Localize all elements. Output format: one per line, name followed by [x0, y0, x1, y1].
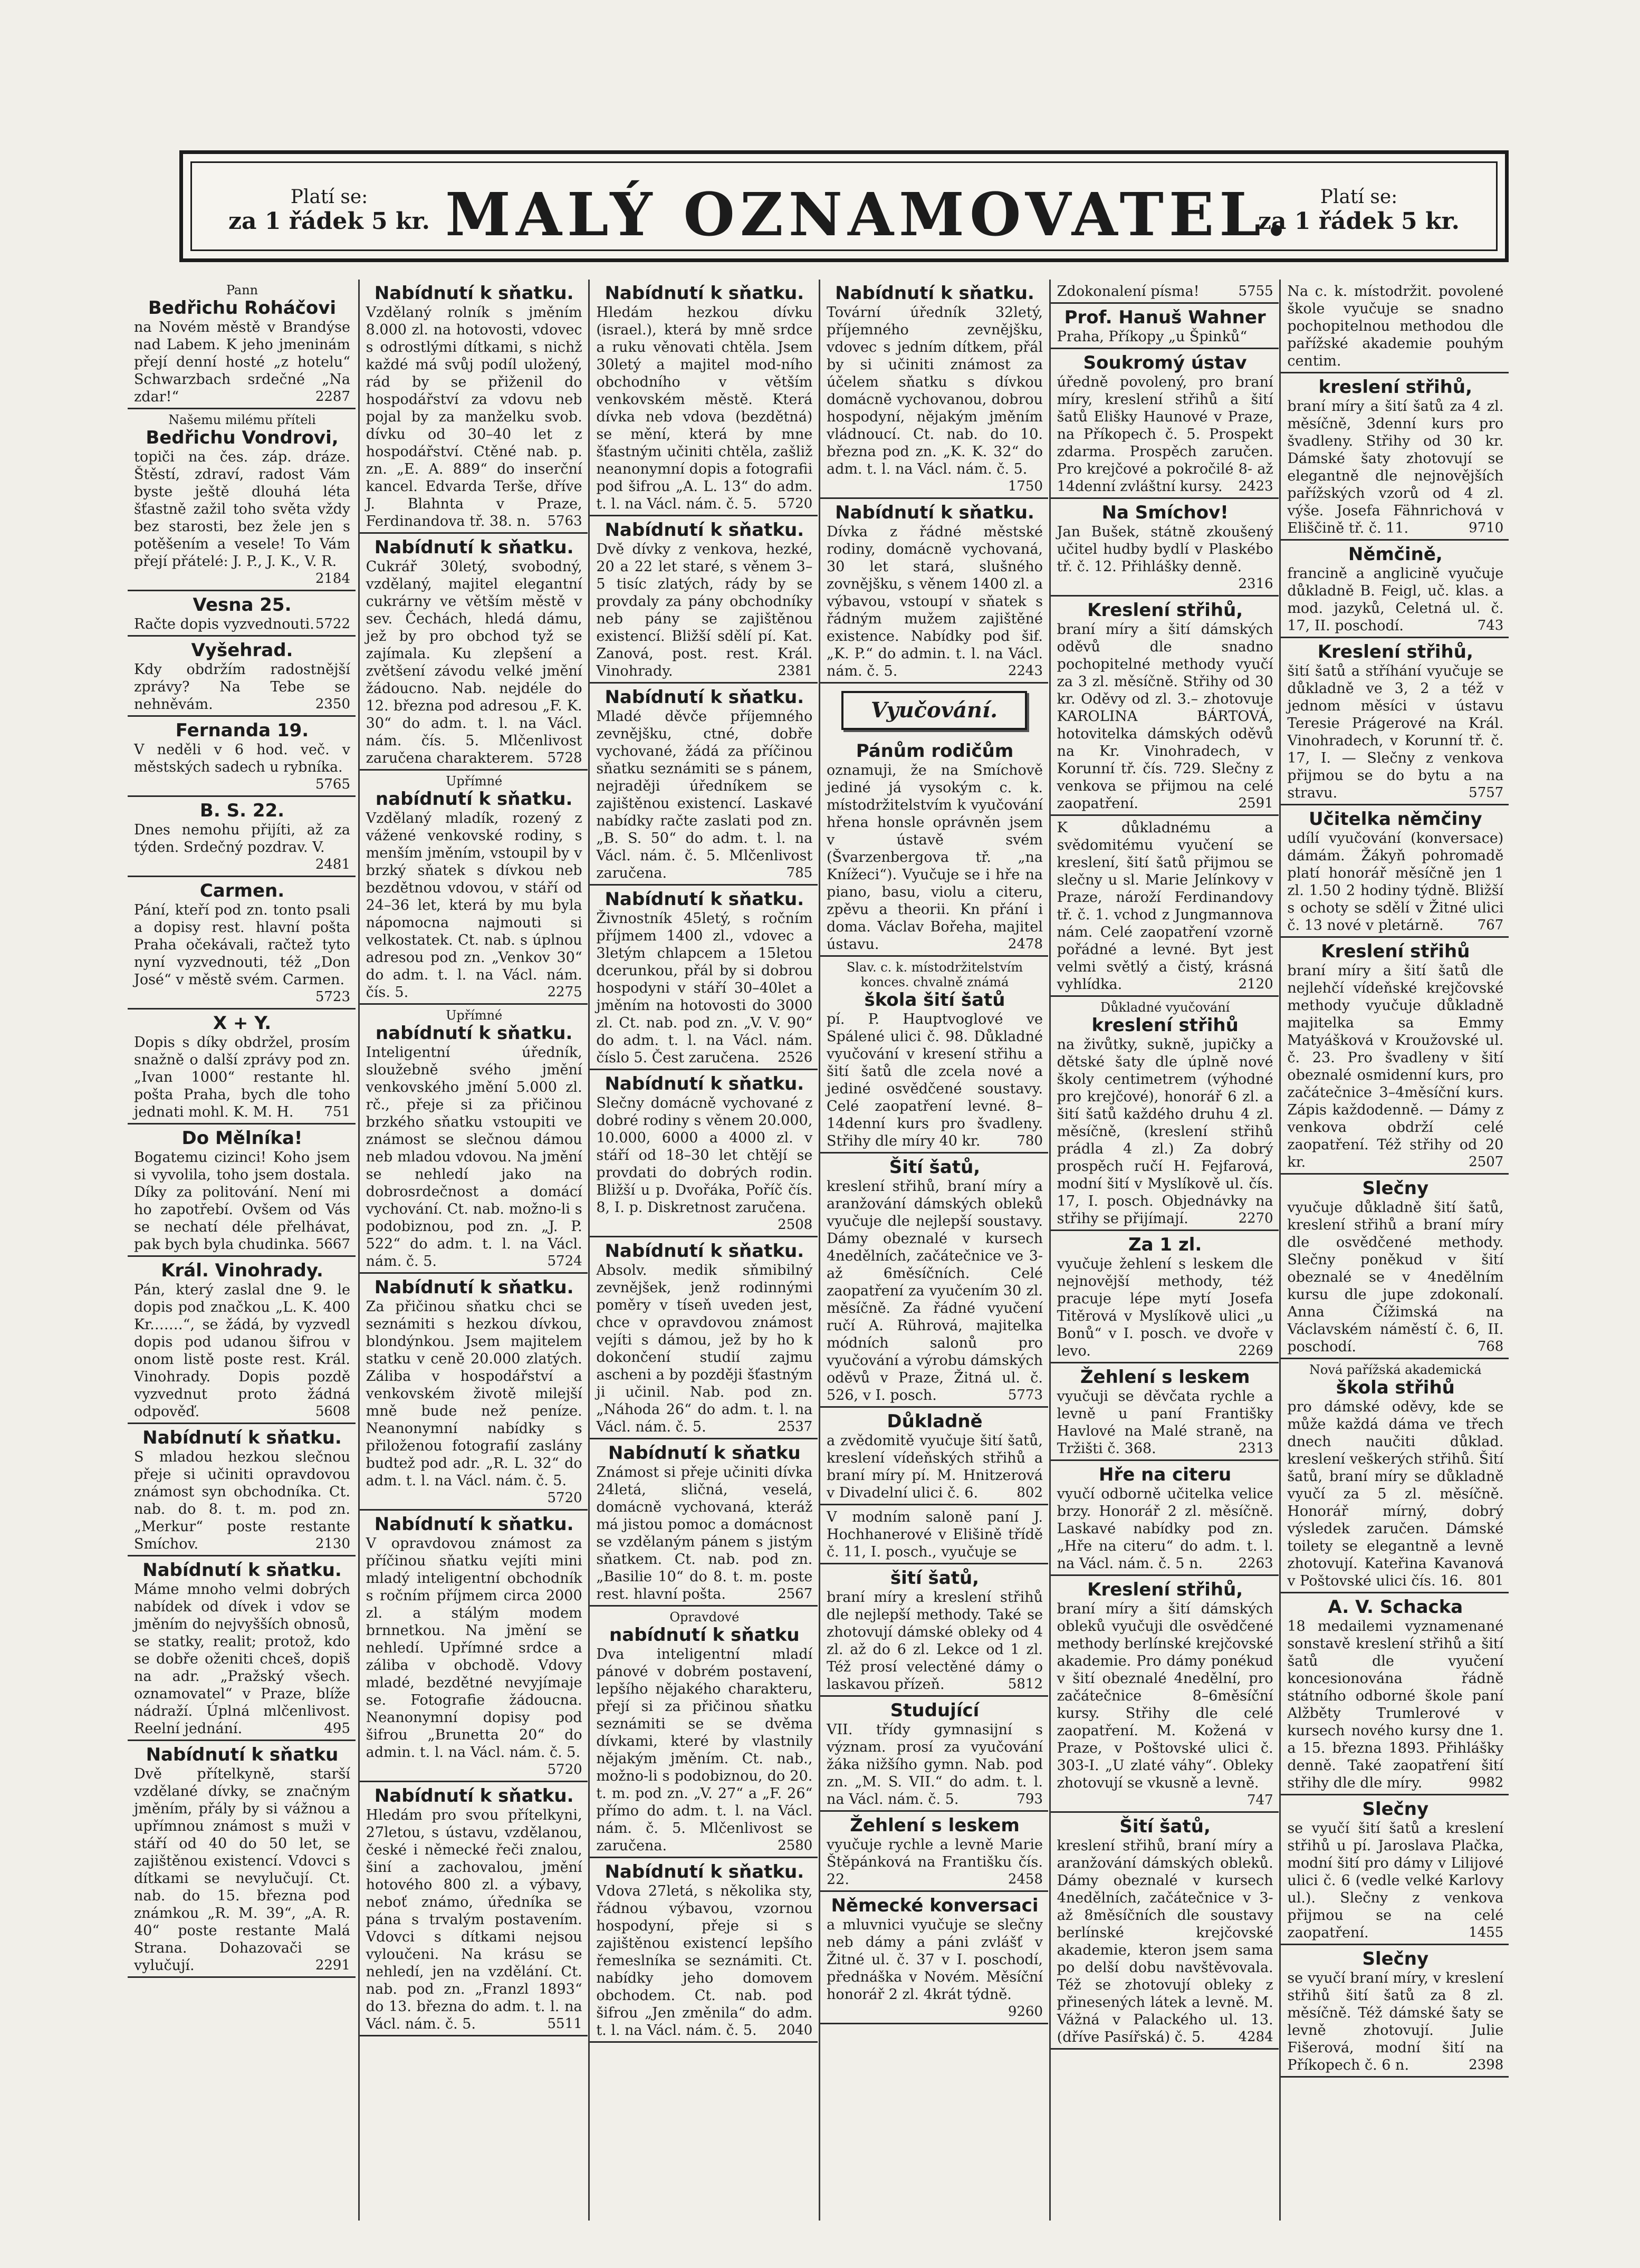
ad-code-number: 2269	[1238, 1343, 1273, 1359]
ad-heading: Nabídnutí k sňatku.	[374, 1277, 574, 1298]
classified-ad	[360, 280, 588, 534]
ad-code-number: 5720	[547, 1762, 582, 1777]
ad-code-number: 2184	[315, 571, 350, 587]
ad-body: vyučuji se děvčata rychle a levně u paní Františky Havlové na Malé straně, na Tržišti č. 368.	[1057, 1388, 1273, 1457]
column-4	[819, 280, 1048, 2221]
classified-ad	[128, 1556, 356, 1741]
ad-heading: Bedřichu Vondrovi,	[146, 427, 339, 448]
ad-code-number: 5763	[547, 513, 582, 529]
ad-code-number: 4284	[1238, 2029, 1273, 2045]
ad-heading: Nabídnutí k sňatku.	[374, 1785, 574, 1806]
ad-body: kreslení střihů, braní míry a aranžování dámských obleků. Dámy obeznalé v kursech 4nedělních, začátečnice v 3- až 8měsíčních dle soustavy berlínské krejčovské akademie, kteron jsem sama po delší dobu navštěvovala. Též se zhotovují obleky z přinesených látek a levně. M. Vážná v Palackého ul. 13. (dříve Pasířská) č. 5.	[1057, 1838, 1273, 2045]
classified-ad	[1051, 1576, 1279, 1813]
classified-ad	[1051, 304, 1279, 349]
ad-heading: Nabídnutí k sňatku.	[142, 1427, 342, 1448]
classified-ad	[1281, 541, 1509, 638]
classified-ad	[360, 1005, 588, 1274]
ad-body: úředně povolený, pro braní míry, kreslení střihů a šití šatů Elišky Haunové v Praze, na Příkopech č. 5. Prospekt zdarma. Prospěch zaručen. Pro krejčové a pokročilé 8- až 14denní zvláštní kursy.	[1057, 374, 1273, 495]
classified-ad	[820, 1812, 1048, 1892]
ad-code-number: 495	[324, 1721, 350, 1736]
ad-code-number: 2458	[1008, 1871, 1043, 1887]
classified-ad	[590, 684, 818, 886]
ad-body: Hledám pro svou přítelkyni, 27letou, s ústavu, vzdělanou, české i německé řeči znalou, šiní a zachovalou, jmění hotového 800 zl. a výbavy, neboť známo, úředníka se pána s trvalým postavením. Vdovci s dítkami nejsou vyloučeni. Na krásu se nehledí, jen na vzdělání. Ct. nab. pod zn. „Franzl 1893“ do 13. března do adm. t. l. na Václ. nám. č. 5.	[366, 1807, 582, 2032]
ad-code-number: 5722	[315, 616, 350, 632]
ad-body: a mluvnici vyučuje se slečny neb dámy a páni zvlášť v Žitné ul. č. 37 v I. poschodí, přednáška v Novém. Měsíční honorář 2 zl. 4krát týdně.	[827, 1917, 1043, 2003]
ad-code-number: 2243	[1008, 663, 1043, 679]
ad-body: Vzdělaný mladík, rozený z vážené venkovské rodiny, s menším jměním, vstoupil by v brzký sňatek s dívkou neb bezdětnou vdovou, v stáří od 24–36 let, která by mu byla nápomocna najmouti si velkostatek. Ct. nab. s úplnou adresou pod zn. „Venkov 30“ do adm. t. l. na Václ. nám. čís. 5.	[366, 810, 582, 1001]
classified-ad	[1051, 1363, 1279, 1461]
ad-code-number: 2040	[778, 2022, 813, 2038]
ad-code-number: 5773	[1008, 1387, 1043, 1403]
ad-heading: Nabídnutí k sňatku.	[605, 1241, 804, 1262]
classified-ad	[360, 534, 588, 771]
ad-heading: Nabídnutí k sňatku.	[605, 1861, 804, 1882]
ad-code-number: 5511	[547, 2016, 582, 2032]
ad-code-number: 2130	[315, 1536, 350, 1552]
ad-code-number: 2313	[1238, 1440, 1273, 1456]
classified-ad	[128, 1741, 356, 1978]
column-1	[128, 280, 356, 2221]
ad-body: V opravdovou známost za příčinou sňatku vejíti mini mladý inteligentní obchodník s ročním příjmem circa 2000 zl. a stálým modem brnnetkou. Na jmění se nehledí. Upřímné srdce a záliba v obchodě. Vdovy mladé, bezdětné nevyjímaje se. Fotografie žádoucna. Neanonymní dopisy pod šifrou „Brunetta 20“ do admin. t. l. na Václ. nám. č. 5.	[366, 1535, 582, 1761]
price-note-right	[1243, 186, 1475, 235]
ad-body: Dopis s díky obdržel, prosím snažně o další zprávy pod zn. „Ivan 1000“ restante hl. pošta Praha, bych dle toho jednati mohl. K. M. H.	[134, 1034, 350, 1120]
ad-heading: A. V. Schacka	[1328, 1597, 1463, 1618]
ad-code-number: 802	[1016, 1485, 1043, 1501]
classifieds-columns	[128, 280, 1510, 2221]
ad-code-number: 2537	[778, 1419, 813, 1435]
classified-ad	[128, 1125, 356, 1257]
ad-body: vyučí odborně učitelka velice brzy. Honorář 2 zl. měsíčně. Laskavé nabídky pod zn. „Hře na citeru“ do adm. t. l. na Václ. nám. č. 5 n.	[1057, 1486, 1273, 1572]
ad-code-number: 5724	[547, 1253, 582, 1269]
ad-code-number: 5812	[1008, 1676, 1043, 1692]
ad-body: Cukrář 30letý, svobodný, vzdělaný, majitel elegantní cukrárny ve větším městě v sev. Čechách, hledá dámu, jež by pro obchod tyž se zajímala. Ku zlepšení a zvětšení závodu velké jmění žádoucno. Nab. nejdéle do 12. března pod adresou „F. K. 30“ do adm. t. l. na Václ. nám. čís. 5. Mlčenlivost zaručena charakterem.	[366, 559, 582, 766]
ad-code-number: 2291	[315, 1957, 350, 1973]
ad-heading: Žehlení s leskem	[1080, 1367, 1250, 1388]
ad-heading: Prof. Hanuš Wahner	[1064, 307, 1266, 328]
ad-body: udílí vyučování (konversace) dámám. Žákyň pohromadě platí honorář měsíčně jen 1 zl. 1.50 2 hodiny týdně. Bližší s ochoty se sdělí v Žitné ulici č. 13 nové v pletárně.	[1287, 830, 1504, 934]
price-note-left-line2: za 1 řádek 5 kr.	[228, 208, 430, 235]
price-note-left-line1: Platí se:	[290, 186, 368, 208]
ad-heading: Bedřichu Roháčovi	[148, 297, 337, 319]
ad-heading: Žehlení s leskem	[850, 1815, 1020, 1836]
classified-ad	[1281, 373, 1509, 541]
classified-ad	[1051, 1461, 1279, 1576]
ad-code-number: 2423	[1238, 478, 1273, 494]
ad-heading: Soukromý ústav	[1083, 352, 1247, 373]
classified-ad	[590, 1607, 818, 1858]
ad-code-number: 768	[1477, 1339, 1504, 1354]
ad-body: braní míry a šití šatů dle nejlehčí vídeňské krejčovské methody vyučuje důkladně majitelka sa Emmy Matyášková v Kroužovské ul. č. 23. Pro švadleny v šití obeznalé osmidenní kurs, pro začátečnice 3–4měsíční kurs. Zápis každodenně. — Dámy z venkova obdrží celé zaopatření. Též střihy od 20 kr.	[1287, 963, 1504, 1170]
ad-heading: Nabídnutí k sňatku.	[142, 1560, 342, 1581]
classified-ad	[128, 1257, 356, 1424]
ad-heading: Nabídnutí k sňatku.	[374, 1514, 574, 1535]
ad-code-number: 5728	[547, 750, 582, 766]
ad-prefix: Důkladné vyučování	[1100, 1000, 1230, 1015]
ad-body: Dívka z řádné městské rodiny, domácně vychovaná, 30 let stará, slušného zovnějšku, s věnem 1400 zl. a výbavou, vstoupí v sňatek s řádným mužem zajištěné existence. Nabídky pod šif. „K. P.“ do admin. t. l. na Václ. nám. č. 5.	[827, 524, 1043, 679]
classified-ad	[1281, 1175, 1509, 1359]
classified-ad	[128, 591, 356, 637]
ad-heading: B. S. 22.	[199, 800, 285, 821]
ad-code-number: 2481	[315, 857, 350, 872]
ad-code-number: 2316	[1238, 576, 1273, 592]
classified-ad	[820, 280, 1048, 499]
classified-ad	[820, 737, 1048, 957]
price-note-right-line2: za 1 řádek 5 kr.	[1258, 208, 1460, 235]
ad-code-number: 785	[786, 865, 813, 881]
column-3	[588, 280, 818, 2221]
header-banner	[179, 150, 1509, 262]
ad-heading: Nabídnutí k sňatku	[146, 1744, 339, 1765]
ad-code-number: 2270	[1238, 1210, 1273, 1226]
ad-code-number: 9982	[1469, 1775, 1504, 1791]
ad-body: Za přičinou sňatku chci se seznámiti s hezkou dívkou, blondýnkou. Jsem majitelem statku v ceně 20.000 zlatých. Záliba v hospodářství a venkovském životě milejší mně bude než peníze. Neanonymní nabídky s přiloženou fotografií zaslány budtež pod adr. „R. L. 32“ do adm. t. l. na Václ. nám. č. 5.	[366, 1299, 582, 1489]
ad-heading: nabídnutí k sňatku.	[375, 789, 573, 810]
ad-heading: Slečny	[1362, 1799, 1429, 1820]
ad-heading: Nabídnutí k sňatku.	[835, 283, 1034, 304]
classified-ad	[128, 877, 356, 1010]
section-title: MALÝ OZNAMOVATEL.	[445, 180, 1292, 249]
ad-code-number: 2398	[1469, 2057, 1504, 2073]
ad-prefix: Opravdové	[669, 1610, 740, 1625]
ad-body: S mladou hezkou slečnou přeje si učiniti opravdovou známost syn obchodníka. Ct. nab. do 8. t. m. pod zn. „Merkur“ poste restante Smíchov.	[134, 1449, 350, 1552]
classified-ad	[1281, 805, 1509, 938]
ad-code-number: 2478	[1008, 936, 1043, 952]
ad-code-number: 1750	[1008, 478, 1043, 494]
ad-heading: kreslení střihů	[1091, 1015, 1239, 1036]
ad-body: Vdova 27letá, s několika sty, řádnou výbavou, vzornou hospodyní, přeje si s zajištěnou existencí lepšího řemeslníka se seznámiti. Ct. nabídky jeho domovem obchodem. Ct. nab. pod šifrou „Jen změnila“ do adm. t. l. na Václ. nám. č. 5.	[596, 1883, 813, 2039]
classified-ad	[820, 1505, 1048, 1564]
classified-ad	[590, 886, 818, 1070]
ad-prefix: Upřímné	[446, 774, 503, 789]
classified-ad	[1051, 997, 1279, 1231]
ad-heading: X + Y.	[213, 1013, 272, 1034]
price-note-right-line1: Platí se:	[1320, 186, 1398, 208]
classified-ad	[590, 280, 818, 516]
ad-heading: nabídnutí k sňatku.	[375, 1023, 573, 1044]
ad-body: francině a anglicině vyučuje důkladně B. Feigl, uč. klas. a mod. jazyků, Celetná ul. č. 17, II. poschodí.	[1287, 565, 1504, 634]
ad-code-number: 2263	[1238, 1555, 1273, 1571]
ad-prefix: Pann	[226, 283, 258, 297]
ad-body: V neděli v 6 hod. več. v městských sadech u rybníka.	[134, 742, 350, 775]
classified-ad	[1051, 1231, 1279, 1363]
ad-code-number: 2507	[1469, 1154, 1504, 1170]
ad-body: Dva inteligentní mladí pánové v dobrém postavení, lepšího nějakého charakteru, přejí si za přičinou sňatku seznámiti se se dvěma dívkami, které by vlastnily nějakým jměním. Ct. nab., možno-li s podobiznou, do 20. t. m. pod zn. „V. 27“ a „F. 26“ přímo do adm. t. l. na Václ. nám. č. 5. Mlčenlivost se zaručena.	[596, 1646, 813, 1854]
ad-body: Račte dopis vyzvednouti.	[134, 616, 314, 632]
classified-ad	[128, 717, 356, 797]
ad-prefix: Slav. c. k. místodržitelstvím konces. chvalně známá	[846, 960, 1023, 989]
ad-body: na živůtky, sukně, jupičky a dětské šaty dle úplně nové školy centimetrem (výhodné pro krejčové), honorář 6 zl. a šití šatů každého druhu 4 zl. měsíčně, (kreslení střihů prádla 4 zl.) Za dobrý prospěch ručí H. Fejfarová, modní šití v Myslíkově ul. čís. 17, I. posch. Objednávky na střihy se přijímají.	[1057, 1036, 1273, 1227]
ad-body: VII. třídy gymnasijní s význam. prosí za vyučování žáka nižšího gymn. Nab. pod zn. „M. S. VII.“ do adm. t. l. na Václ. nám. č. 5.	[827, 1722, 1043, 1808]
classified-ad	[1051, 1813, 1279, 2050]
classified-ad	[1051, 816, 1279, 997]
classified-ad	[1051, 349, 1279, 499]
ad-body: Dvě dívky z venkova, hezké, 20 a 22 let staré, s věnem 3–5 tisíc zlatých, rády by se provdaly za pány obchodníky neb pány se zajištěnou existencí. Bližší sdělí pí. Kat. Zanová, post. rest. Král. Vinohrady.	[596, 541, 813, 679]
classified-ad	[590, 516, 818, 684]
ad-body: Hledám hezkou dívku (israel.), která by mně srdce a ruku věnovati chtěla. Jsem 30letý a majitel mod-ního obchodního v větším venkovském městě. Která dívka neb vdova (bezdětná) se mění, která by mne šťastným učiniti chtěla, zašliž neanonymní dopis a fotografii pod šifrou „A. L. 13“ do adm. t. l. na Václ. nám. č. 5.	[596, 304, 813, 512]
ad-heading: Německé konversaci	[831, 1895, 1039, 1916]
ad-heading: Kreslení střihů,	[1087, 600, 1243, 621]
classified-ad	[360, 1782, 588, 2036]
ad-code-number: 2120	[1238, 976, 1273, 992]
classified-ad	[1281, 280, 1509, 373]
ad-heading: škola střihů	[1336, 1377, 1455, 1398]
classified-ad	[1281, 1945, 1509, 2078]
ad-heading: Šití šatů,	[1119, 1816, 1211, 1837]
ad-body: braní míry a kreslení střihů dle nejlepší methody. Také se zhotovují dámské obleky od 4 zl. až do 6 zl. Lekce od 1 zl. Též prosí velectěné dámy o laskavou přízeň.	[827, 1589, 1043, 1693]
ad-body: se vyučí šití šatů a kreslení střihů u pí. Jaroslava Plačka, modní šití pro dámy v Lilijové ulici č. 6 (vedle velké Karlovy ul.). Slečny z venkova přijmou se na celé zaopatření.	[1287, 1820, 1504, 1941]
ad-body: pí. P. Hauptvoglové ve Spálené ulici č. 98. Důkladné vyučování v kresení střihu a šití šatů dle zcela nové a jediné osvědčené soustavy. Celé zaopatření levné. 8–14denní kurs pro švadleny. Střihy dle míry 40 kr.	[827, 1011, 1043, 1149]
ad-heading: Šití šatů,	[889, 1157, 981, 1178]
ad-heading: Hře na citeru	[1099, 1464, 1232, 1485]
ad-heading: šití šatů,	[890, 1568, 980, 1589]
ad-heading: Slečny	[1362, 1948, 1429, 1969]
ad-body: Máme mnoho velmi dobrých nabídek od dívek i vdov se jměním do nejvyšších obnosů, se statky, realit; protož, kdo se dobře oženiti chceš, dopiš na adr. „Pražský všech. oznamovatel“ v Praze, blíže nádraží. Úplná mlčenlivost. Reelní jednání.	[134, 1581, 350, 1737]
classified-ad	[590, 1439, 818, 1607]
ad-code-number: 5723	[315, 989, 350, 1005]
ad-heading: Kreslení střihů,	[1317, 641, 1473, 662]
ad-code-number: 9260	[1008, 2004, 1043, 2020]
classified-ad	[820, 957, 1048, 1154]
ad-code-number: 2591	[1238, 795, 1273, 811]
ad-prefix: Nová pařížská akademická	[1309, 1362, 1482, 1377]
ad-code-number: 5765	[315, 776, 350, 792]
ad-body: Absolv. medik sňmibilný zevnějšek, jenž rodinnými poměry v tíseň uveden jest, chce v opravdovou známost vejíti s dámou, jež by ho k dokončení studií zajmu ascheni a by později šťastným ji učinil. Nab. pod zn. „Náhoda 26“ do adm. t. l. na Václ. nám. č. 5.	[596, 1262, 813, 1435]
ad-code-number: 9710	[1469, 520, 1504, 536]
ad-body: kreslení střihů, braní míry a aranžování dámských obleků vyučuje dle nejlepší soustavy. Dámy obeznalé v kursech 4nedělních, začátečnice ve 3- až 6měsíčních. Celé zaopatření za vyučením 30 zl. měsíčně. Za řádné vyučení ručí A. Rührová, majitelka módních salonů pro vyučování a výrobu dámských oděvů v Praze, Žitná ul. č. 526, v I. posch.	[827, 1178, 1043, 1404]
classified-ad	[128, 637, 356, 717]
ad-prefix: Našemu milému příteli	[168, 412, 316, 427]
classified-ad	[820, 1408, 1048, 1505]
classified-ad	[820, 1564, 1048, 1697]
classified-ad	[128, 409, 356, 591]
ad-code-number: 747	[1247, 1792, 1273, 1808]
ad-body: Tovární úředník 32letý, příjemného zevnějšku, vdovec s jedním dítkem, přál by si učiniti známost za účelem sňatku s dívkou domácně vychovanou, dobrou hospodyní, nějakým jměním vládnoucí. Ct. nab. do 10. března pod zn. „K. K. 32“ do adm. t. l. na Václ. nám. č. 5.	[827, 304, 1043, 477]
ad-code-number: 2350	[315, 696, 350, 712]
classified-ad	[1051, 280, 1279, 304]
classified-ad	[820, 1154, 1048, 1408]
ad-body: braní míry a šití šatů za 4 zl. měsíčně, 3denní kurs pro švadleny. Střihy od 30 kr. Dámské šaty zhotovují se elegantně dle nejnovějších pařížských vzorů od 4 zl. výše. Josefa Fähnrichová v Eliščině tř. č. 11.	[1287, 398, 1504, 536]
ad-body: braní míry a šití dámských obleků vyučuji dle osvědčené methody berlínské krejčovské akademie. Pro dámy ponékud v šití obeznalé 4nedělní, pro začátečnice 8–6měsíční kursy. Střihy dle celé zaopatření. M. Kožená v Praze, v Poštovské ulici č. 303-I. „U zlaté váhy“. Obleky zhotovují se vkusně a levně.	[1057, 1601, 1273, 1791]
ad-body: Kdy obdržím radostnější zprávy? Na Tebe se nehněvám.	[134, 661, 350, 713]
section-label-vyucovani: Vyučování.	[841, 691, 1027, 730]
ad-heading: Kreslení střihů,	[1087, 1579, 1243, 1600]
ad-body: Pání, kteří pod zn. tonto psali a dopisy rest. hlavní pošta Praha očekávali, račtež tyto nyní vyzvednouti, též „Don José“ v městě svém. Carmen.	[134, 902, 350, 988]
ad-body: 18 medailemi vyznamenané sonstavě kreslení střihů a šití šatů dle vyučení koncesionována řádně státního odborné škole paní Alžběty Trumlerové v kursech nového kursy dne 1. a 15. března 1893. Přihlášky denně. Také zaopatření šití střihy dle dle míry.	[1287, 1618, 1504, 1791]
price-note-left	[213, 186, 445, 235]
ad-heading: kreslení střihů,	[1318, 377, 1472, 398]
ad-body: Mladé děvče příjemného zevnějšku, ctné, dobře vychované, žádá za příčinou sňatku seznámiti se s pánem, nejraději úředníkem se zajištěnou existencí. Laskavé nabídky račte zaslati pod zn. „B. S. 50“ do adm. t. l. na Václ. nám. č. 5. Mlčenlivost zaručena.	[596, 708, 813, 881]
ad-body: Zdokonalení písma!	[1057, 283, 1200, 300]
ad-body: K důkladnému a svědomitému vyučení se kreslení, šití šatů přijmou se slečny u sl. Marie Jelínkovy v Praze, nároží Ferdinandovy tř. č. 1. vchod z Jungmannova nám. Celé zaopatření vzorně pořádné a levné. Byt jest velmi světlý a čistý, krásná vyhlídka.	[1057, 820, 1273, 993]
ad-body: Živnostník 45letý, s ročním příjmem 1400 zl., vdovec a 3letým chlapcem a 15letou dcerunkou, přál by si dobrou hospodyni v stáří 30–40let a jměním na hotovosti do 3000 zl. Ct. nab. pod zn. „V. V. 90“ do adm. t. l. na Václ. nám. číslo 5. Čest zaručena.	[596, 910, 813, 1066]
ad-heading: Pánům rodičům	[856, 741, 1014, 762]
ad-code-number: 751	[324, 1104, 350, 1120]
ad-body: Jan Bušek, státně zkoušený učitel hudby bydlí v Plaskébo tř. č. 12. Přihlášky denně.	[1057, 524, 1273, 575]
classified-ad	[1281, 1593, 1509, 1795]
ad-heading: nabídnutí k sňatku	[609, 1625, 800, 1646]
ad-code-number: 767	[1477, 917, 1504, 933]
ad-body: vyučuje žehlení s leskem dle nejnovější methody, též pracuje lépe mytí Josefa Titěrová v Myslíkově ulici „u Bonů“ v I. posch. ve dvoře v levo.	[1057, 1256, 1273, 1359]
ad-body: a zvědomitě vyučuje šití šatů, kreslení vídeňských střihů a braní míry pí. M. Hnitzerová v Divadelní ulici č. 6.	[827, 1433, 1043, 1501]
column-2	[358, 280, 588, 2221]
ad-heading: Carmen.	[199, 880, 285, 901]
ad-heading: Nabídnutí k sňatku.	[835, 502, 1034, 523]
column-6	[1279, 280, 1509, 2221]
ad-body: V modním saloně paní J. Hochhanerové v Elišině třídě č. 11, I. posch., vyučuje se	[827, 1509, 1043, 1560]
ad-heading: Nabídnutí k sňatku.	[605, 889, 804, 910]
ad-heading: Slečny	[1362, 1178, 1429, 1199]
ad-body: Pán, který zaslal dne 9. le dopis pod značkou „L. K. 400 Kr.……“, se žádá, by vyzvedl dopis pod udanou šifrou v onom listě poste rest. Král. Vinohrady. Dopis pozdě vyzvednut proto žádná odpověď.	[134, 1282, 350, 1420]
classified-ad	[360, 1274, 588, 1511]
classified-ad	[820, 1892, 1048, 2024]
ad-heading: Studující	[890, 1700, 980, 1721]
ad-heading: Důkladně	[887, 1411, 983, 1432]
ad-body: se vyučí braní míry, v kreslení střihů šití šatů za 8 zl. měsíčně. Též dámské šaty se levně zhotovují. Julie Fišerová, modní šití na Příkopech č. 6 n.	[1287, 1970, 1504, 2073]
classified-ad	[1281, 1795, 1509, 1945]
classified-ad	[128, 1010, 356, 1125]
ad-body: Známost si přeje učiniti dívka 24letá, sličná, veselá, domácně vychovaná, kteráž má jistou pomoc a domácnost se vzdělaným pánem s jistým sňatkem. Ct. nab. pod zn. „Basilie 10“ do 8. t. m. poste rest. hlavní pošta.	[596, 1464, 813, 1602]
ad-body: Dnes nemohu přijíti, až za týden. Srdečný pozdrav. V.	[134, 822, 350, 856]
ad-code-number: 2287	[315, 389, 350, 405]
column-5	[1049, 280, 1279, 2221]
ad-heading: Fernanda 19.	[175, 720, 309, 741]
ad-body: pro dámské oděvy, kde se může každá dáma ve třech dnech naučiti důklad. kreslení veškerých střihů. Šití šatů, braní míry se důkladně vyučí za 5 zl. měsíčně. Honorář mírný, dobrý výsledek zaručen. Dámské toilety se elegantně a levně zhotovují. Kateřina Kavanová v Poštovské ulici čís. 16.	[1287, 1399, 1504, 1589]
classified-ad	[1281, 1359, 1509, 1593]
classified-ad	[820, 499, 1048, 684]
ad-body: Vzdělaný rolník s jměním 8.000 zl. na hotovosti, vdovec s odrostlými dítkami, s nichž každé má svůj podíl uložený, rád by se přiženil do hospodářství za vdovu neb pojal by za manželku svob. dívku od 30–40 let z hospodářství. Ctěné nab. p. zn. „E. A. 889“ do inserční kancel. Edvarda Terše, dříve J. Blahnta v Praze, Ferdinandova tř. 38. n.	[366, 304, 582, 530]
classified-ad	[590, 1070, 818, 1237]
ad-code-number: 5608	[315, 1404, 350, 1419]
ad-code-number: 5755	[1238, 283, 1273, 299]
ad-heading: Král. Vinohrady.	[161, 1260, 323, 1281]
classified-ad	[820, 1697, 1048, 1812]
ad-heading: Nabídnutí k sňatku.	[605, 1073, 804, 1094]
classified-ad	[360, 1511, 588, 1782]
ad-code-number: 2381	[778, 663, 813, 679]
ad-heading: Kreslení střihů	[1321, 941, 1470, 962]
ad-heading: Nabídnutí k sňatku.	[374, 537, 574, 558]
ad-code-number: 2275	[547, 984, 582, 1000]
ad-code-number: 2580	[778, 1838, 813, 1853]
ad-heading: Vesna 25.	[193, 594, 292, 616]
ad-code-number: 5757	[1469, 785, 1504, 801]
classified-ad	[1281, 638, 1509, 805]
ad-heading: Učitelka němčiny	[1309, 809, 1482, 830]
ad-body: vyučuje důkladně šití šatů, kreslení střihů a braní míry dle osvědčené methody. Slečny poněkud v šití obeznalé se v 4nedělním kursu dle jupe zdokonalí. Anna Čížimská na Václavském náměstí č. 6, II. poschodí.	[1287, 1199, 1504, 1355]
ad-code-number: 2567	[778, 1586, 813, 1602]
classified-ad	[360, 771, 588, 1005]
header-banner-frame	[190, 161, 1498, 251]
ad-code-number: 2526	[778, 1050, 813, 1065]
ad-code-number: 5720	[547, 1490, 582, 1506]
ad-code-number: 2508	[778, 1217, 813, 1233]
ad-body: topiči na čes. záp. dráze. Štěstí, zdraví, radost Vám byste ještě dlouhá léta šťastně zažil toho světa vždy bez starosti, bez žele jen s potěšením a vesele! To Vám přejí přátelé: J. P., J. K., V. R.	[134, 449, 350, 570]
ad-body: braní míry a šití dámských oděvů dle snadno pochopitelné methody vyučí za 3 zl. měsíčně. Střihy od 30 kr. Oděvy od zl. 3.– zhotovuje KAROLINA BÁRTOVÁ, hotovitelka dámských oděvů na Kr. Vinohradech, v Korunní tř. čís. 729. Slečny z venkova se přijmou na celé zaopatření.	[1057, 621, 1273, 812]
classified-ad	[128, 280, 356, 409]
ad-body: Inteligentní úředník, sloužebně svého jmění venkovského jmění 5.000 zl. rč., přeje si za přičinou brzkého sňatku vstoupiti ve známost se slečnou dámou neb mladou vdovou. Na jmění se nehledí jako na dobrosrdečnost a domácí vychování. Ct. nab. možno-li s podobiznou, pod zn. „J. P. 522“ do adm. t. l. na Václ. nám. č. 5.	[366, 1044, 582, 1270]
ad-heading: Za 1 zl.	[1128, 1234, 1202, 1255]
ad-code-number: 5667	[315, 1236, 350, 1252]
ad-body: Praha, Příkopy „u Špinků“	[1057, 329, 1248, 345]
ad-code-number: 793	[1016, 1791, 1043, 1807]
ad-body: vyučuje rychle a levně Marie Štěpánková na Františku čís. 22.	[827, 1837, 1043, 1888]
ad-heading: Do Mělníka!	[181, 1128, 303, 1149]
ad-prefix: Upřímné	[446, 1008, 503, 1023]
classified-ad	[1051, 499, 1279, 597]
classified-ad	[1051, 597, 1279, 816]
ad-code-number: 780	[1016, 1133, 1043, 1149]
ad-heading: Němčině,	[1348, 544, 1443, 565]
ad-heading: Nabídnutí k sňatku.	[605, 687, 804, 708]
ad-heading: Nabídnutí k sňatku.	[605, 520, 804, 541]
ad-heading: Na Smíchov!	[1101, 502, 1229, 523]
ad-body: šití šatů a stříhání vyučuje se důkladně ve 3, 2 a též v jednom měsíci v ústavu Teresie Prágerové na Král. Vinohradech, v Korunní tř. č. 17, I. — Slečny z venkova přijmou se do bytu a na stravu.	[1287, 663, 1504, 801]
ad-body: Dvě přítelkyně, starší vzdělané dívky, se značným jměním, přály by si vážnou a upřímnou známost s muži v stáří od 40 do 50 let, se zajištěnou existencí. Vdovci s dítkami se nevylučují. Ct. nab. do 15. března pod známkou „R. M. 39“, „A. R. 40“ poste restante Malá Strana. Dohazovači se vylučují.	[134, 1766, 350, 1974]
classified-ad	[1281, 938, 1509, 1175]
classified-ad	[590, 1858, 818, 2043]
ad-body: Bogatemu cizinci! Koho jsem si vyvolila, toho jsem dostala. Díky za politování. Není mi ho zapotřebí. Ovšem od Vás se nechatí déle přelhávat, pak bych byla chudinka.	[134, 1149, 350, 1253]
classified-ad	[128, 1424, 356, 1556]
ad-heading: Vyšehrad.	[191, 640, 293, 661]
ad-body: Na c. k. místodržit. povolené škole vyučuje se snadno pochopitelnou methodou dle pařížské akademie pouhým centim.	[1287, 283, 1504, 369]
ad-code-number: 743	[1477, 618, 1504, 633]
ad-body: Slečny domácně vychované z dobré rodiny s věnem 20.000, 10.000, 6000 a 4000 zl. v stáří od 18–30 let chtějí se provdati do dobrých rodin. Bližší u p. Dvořáka, Poříč čís. 8, I. p. Diskretnost zaručena.	[596, 1095, 813, 1216]
ad-code-number: 801	[1477, 1573, 1504, 1589]
ad-body: na Novém městě v Brandýse nad Labem. K jeho jmeninám přejí denní hosté „z hotelu“ Schwarzbach srdečné „Na zdar!“	[134, 319, 350, 405]
classified-ad	[590, 1237, 818, 1439]
ad-heading: Nabídnutí k sňatku.	[605, 283, 804, 304]
ad-code-number: 5720	[778, 496, 813, 512]
ad-code-number: 1455	[1469, 1925, 1504, 1940]
ad-heading: Nabídnutí k sňatku.	[374, 283, 574, 304]
classified-ad	[128, 797, 356, 877]
ad-heading: Nabídnutí k sňatku	[608, 1443, 801, 1464]
ad-heading: škola šití šatů	[864, 989, 1005, 1011]
ad-body: oznamuji, že na Smíchově jediné já vysokým c. k. místodržitelstvím k vyučování hřena honsle oprávněn jsem v ústavě svém (Švarzenbergova tř. „na Knížeci“). Vyučuje se i hře na piano, basu, violu a citeru, zpěvu a theorii. Kn přání i doma. Václav Bořeha, majitel ústavu.	[827, 762, 1043, 953]
